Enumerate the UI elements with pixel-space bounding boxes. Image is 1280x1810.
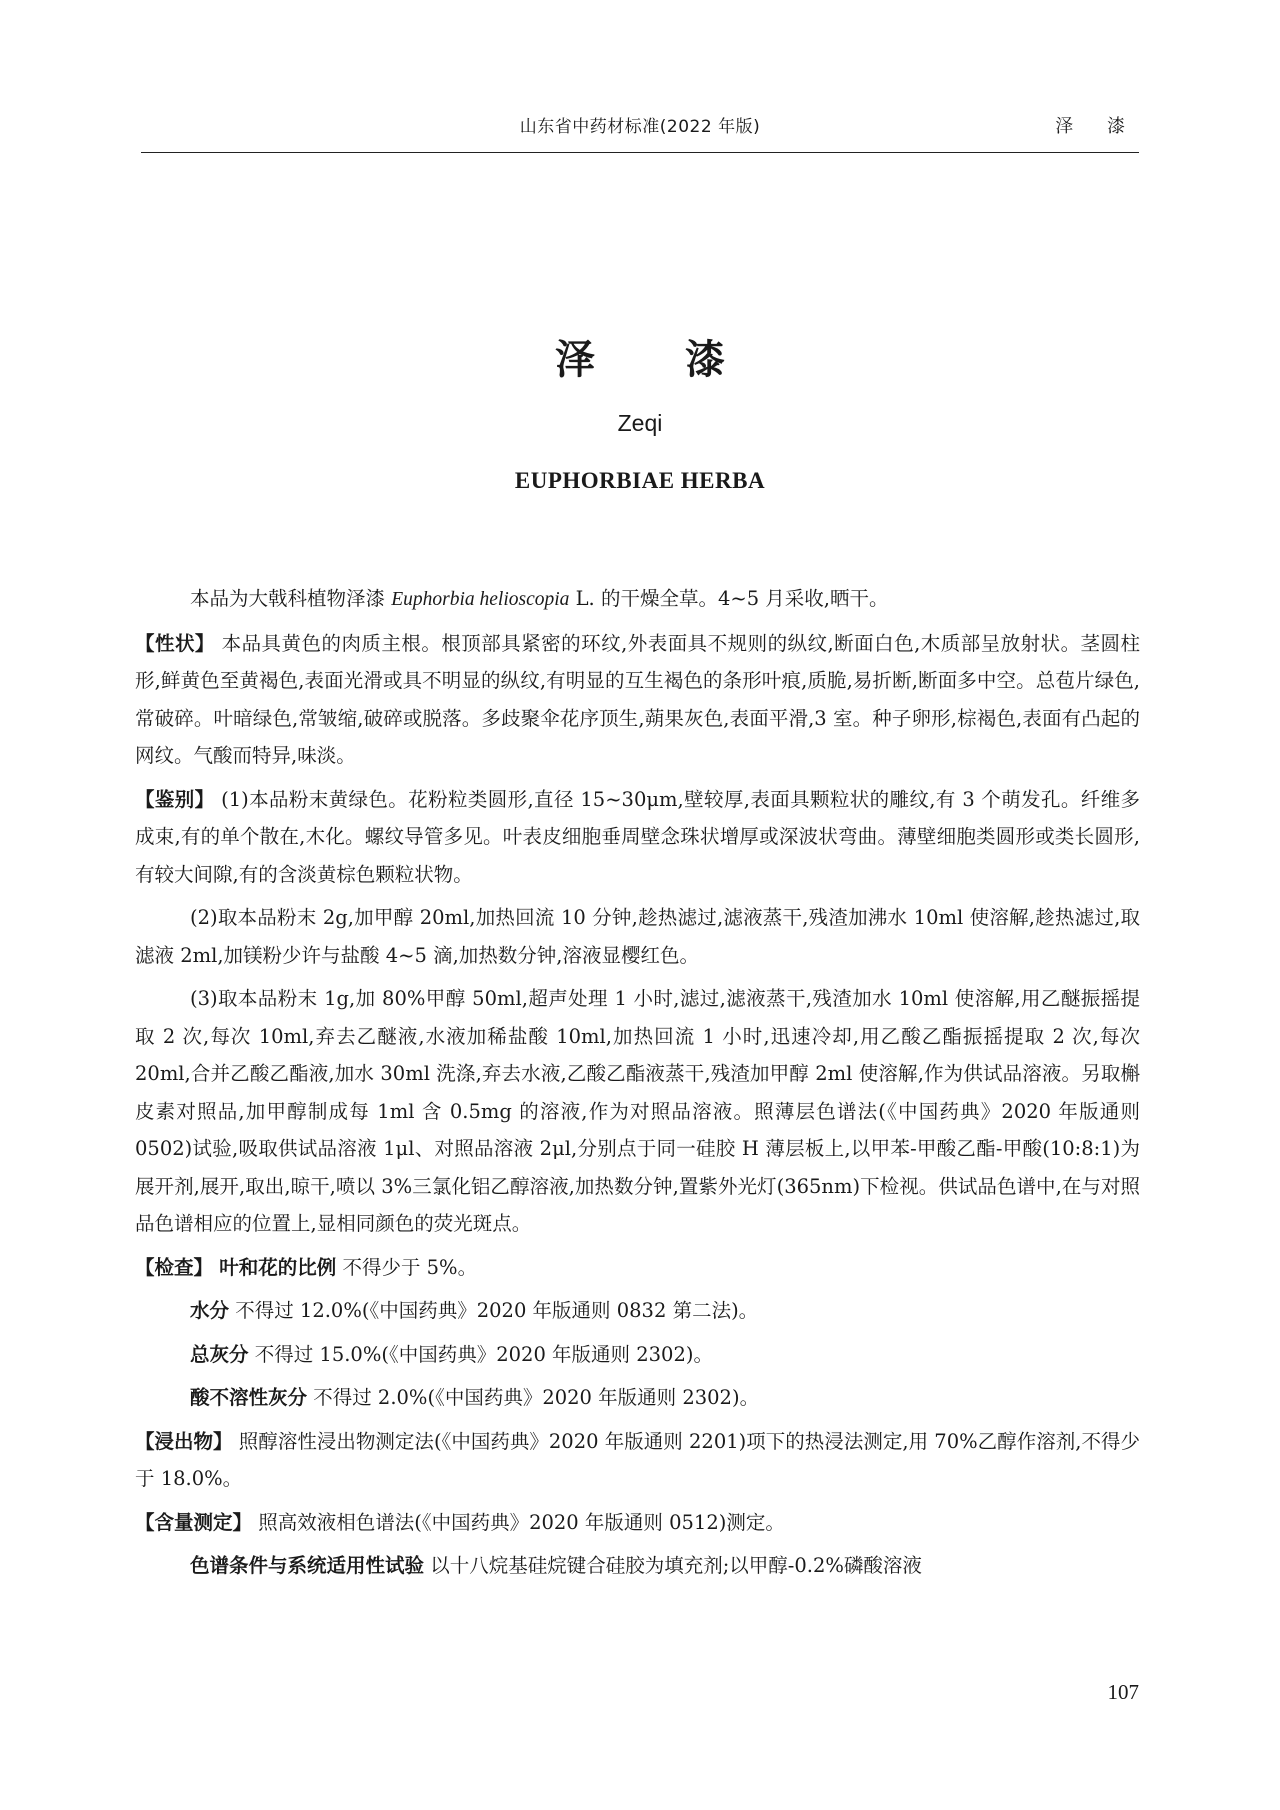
jiancha-item-row — [190, 1336, 1140, 1374]
jianbie-text-2: (2)取本品粉末 2g,加甲醇 20ml,加热回流 10 分钟,趁热滤过,滤液蒸干,残渣加沸水 10ml 使溶解,趁热滤过,取滤液 2ml,加镁粉少许与盐酸 4~5 滴,加热数分钟,溶液显樱红色。 — [135, 906, 1140, 967]
jianbie-paragraph-1 — [135, 781, 1140, 894]
intro-before: 本品为大戟科植物泽漆 — [190, 587, 392, 610]
monograph-title-pinyin: Zeqi — [617, 410, 663, 436]
jianbie-paragraph-2 — [135, 899, 1140, 974]
hanliang-text: 照高效液相色谱法(《中国药典》2020 年版通则 0512)测定。 — [258, 1510, 785, 1534]
hanliang-sub-paragraph — [190, 1547, 1140, 1585]
jiancha-item-text: 不得过 2.0%(《中国药典》2020 年版通则 2302)。 — [313, 1386, 760, 1409]
chromatography-conditions-label: 色谱条件与系统适用性试验 — [190, 1554, 425, 1577]
chromatography-conditions-text: 以十八烷基硅烷键合硅胶为填充剂;以甲醇-0.2%磷酸溶液 — [430, 1554, 922, 1577]
jianbie-paragraph-3 — [135, 980, 1140, 1243]
section-label-hanliang: 【含量测定】 — [135, 1510, 253, 1534]
hanliang-paragraph — [135, 1504, 1140, 1542]
section-label-jinchuwu: 【浸出物】 — [135, 1429, 233, 1453]
species-name: Euphorbia helioscopia — [391, 589, 570, 610]
section-label-xingzhuang: 【性状】 — [135, 631, 215, 655]
monograph-body — [135, 580, 1140, 1591]
intro-paragraph — [190, 580, 1140, 619]
page-number: 107 — [1107, 1680, 1139, 1704]
header-rule — [141, 152, 1139, 153]
intro-after: L. 的干燥全草。4~5 月采收,晒干。 — [569, 587, 889, 610]
jiancha-item-row — [190, 1292, 1140, 1330]
jiancha-item-name: 总灰分 — [190, 1342, 249, 1366]
xingzhuang-text: 本品具黄色的肉质主根。根顶部具紧密的环纹,外表面具不规则的纵纹,断面白色,木质部呈放射状。茎圆柱形,鲜黄色至黄褐色,表面光滑或具不明显的纵纹,有明显的互生褐色的条形叶痕,质脆,易折断,断面多中空。总苞片绿色,常破碎。叶暗绿色,常皱缩,破碎或脱落。多歧聚伞花序顶生,蒴果灰色,表面平滑,3 室。种子卵形,棕褐色,表面有凸起的网纹。气酸而特异,味淡。 — [135, 631, 1140, 767]
jiancha-item-text: 不得过 12.0%(《中国药典》2020 年版通则 0832 第二法)。 — [235, 1299, 759, 1322]
jianbie-text-3: (3)取本品粉末 1g,加 80%甲醇 50ml,超声处理 1 小时,滤过,滤液蒸干,残渣加水 10ml 使溶解,用乙醚振摇提取 2 次,每次 10ml,弃去乙醚液,水液加稀盐酸 10ml,加热回流 1 小时,迅速冷却,用乙酸乙酯振摇提取 2 次,每次 20ml,合并乙酸乙酯液,加水 30ml 洗涤,弃去水液,乙酸乙酯液蒸干,残渣加甲醇 2ml 使溶解,作为供试品溶液。另取槲皮素对照品,加甲醇制成每 1ml 含 0.5mg 的溶液,作为对照品溶液。照薄层色谱法(《中国药典》2020 年版通则 0502)试验,吸取供试品溶液 1μl、对照品溶液 2μl,分别点于同一硅胶 H 薄层板上,以甲苯-甲酸乙酯-甲酸(10:8:1)为展开剂,展开,取出,晾干,喷以 3%三氯化铝乙醇溶液,加热数分钟,置紫外光灯(365nm)下检视。供试品色谱中,在与对照品色谱相应的位置上,显相同颜色的荧光斑点。 — [135, 987, 1140, 1235]
running-title: 泽 漆 — [1055, 116, 1139, 137]
jianbie-text-1: (1)本品粉末黄绿色。花粉粒类圆形,直径 15~30μm,壁较厚,表面具颗粒状的雕纹,有 3 个萌发孔。纤维多成束,有的单个散在,木化。螺纹导管多见。叶表皮细胞垂周壁念珠状增厚或深波状弯曲。薄壁细胞类圆形或类长圆形,有较大间隙,有的含淡黄棕色颗粒状物。 — [135, 787, 1140, 886]
section-label-jiancha: 【检查】 — [135, 1255, 214, 1279]
jinchuwu-text: 照醇溶性浸出物测定法(《中国药典》2020 年版通则 2201)项下的热浸法测定,用 70%乙醇作溶剂,不得少于 18.0%。 — [135, 1429, 1140, 1490]
jiancha-paragraph — [135, 1249, 1140, 1287]
book-title: 山东省中药材标准(2022 年版) — [519, 117, 761, 137]
monograph-title-latin: EUPHORBIAE HERBA — [514, 468, 766, 493]
jiancha-item-text: 不得过 15.0%(《中国药典》2020 年版通则 2302)。 — [254, 1342, 713, 1366]
jiancha-item-text: 不得少于 5%。 — [342, 1255, 478, 1279]
jiancha-item-name: 叶和花的比例 — [219, 1255, 337, 1279]
section-label-jianbie: 【鉴别】 — [135, 787, 215, 811]
monograph-title-chinese: 泽 漆 — [555, 337, 763, 383]
jinchuwu-paragraph — [135, 1423, 1140, 1498]
page-header — [0, 112, 1280, 142]
jiancha-item-name: 酸不溶性灰分 — [190, 1386, 308, 1409]
jiancha-item-name: 水分 — [190, 1299, 230, 1322]
xingzhuang-paragraph — [135, 625, 1140, 775]
jiancha-item-row — [190, 1379, 1140, 1417]
